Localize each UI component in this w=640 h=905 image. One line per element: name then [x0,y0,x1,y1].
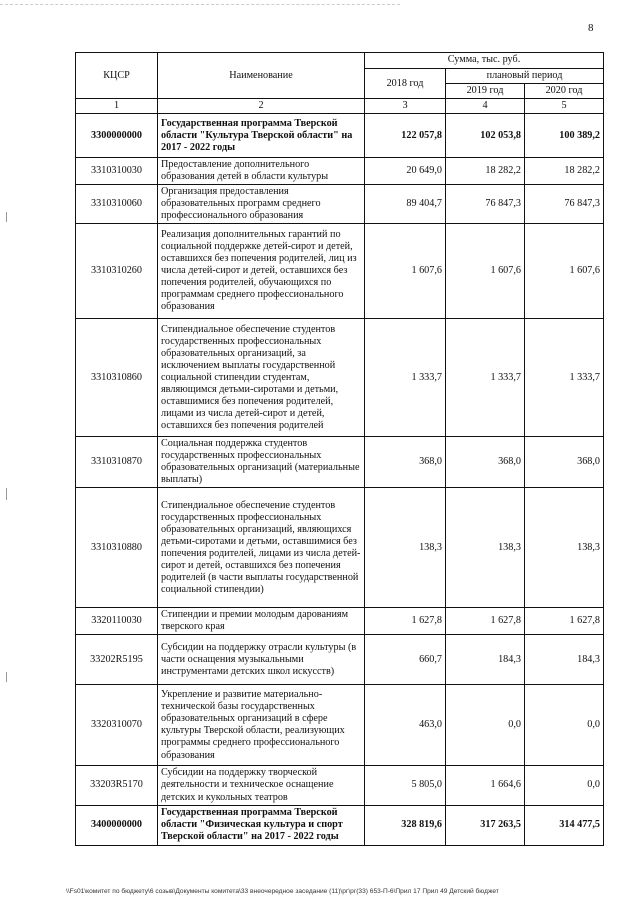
amount-2020-cell: 1 607,6 [525,224,604,319]
scan-margin-mark [6,672,7,682]
name-cell: Стипендиальное обеспечение студентов государственных профессиональных образовательных организаций, за исключением выплаты государственной социальной стипендии студентам, являющимся детьми-сиротами и детьми, оставшимися без попечения родителей, лицами из числа детей-сирот и детей, оставшихся без попечения родителей [158,319,365,437]
name-cell: Государственная программа Тверской области "Культура Тверской области" на 2017 - 2022 годы [158,114,365,158]
amount-2018-cell: 1 627,8 [365,608,446,635]
amount-2019-cell: 76 847,3 [446,185,525,224]
name-cell: Стипендиальное обеспечение студентов государственных профессиональных образовательных организаций, являющихся детьми-сиротами и детьми, оставшимися без попечения родителей, лицами из числа детей-сирот и детей, оставшихся без попечения родителей (в части выплаты государственной социальной стипендии) [158,488,365,608]
amount-2019-cell: 184,3 [446,635,525,685]
kcsr-code-cell: 3400000000 [76,805,158,845]
header-sum: Сумма, тыс. руб. [365,53,604,69]
name-cell: Реализация дополнительных гарантий по социальной поддержке детей-сирот и детей, оставшихся без попечения родителей, лиц из числа детей-сирот и детей, оставшихся без попечения родителей, обучающихся по программам среднего профессионального образования [158,224,365,319]
amount-2020-cell: 18 282,2 [525,158,604,185]
table-row [76,608,604,635]
amount-2019-cell: 1 333,7 [446,319,525,437]
amount-2020-cell: 100 389,2 [525,114,604,158]
amount-2019-cell: 138,3 [446,488,525,608]
header-name: Наименование [158,53,365,99]
amount-2019-cell: 18 282,2 [446,158,525,185]
amount-2019-cell: 1 664,6 [446,766,525,805]
amount-2020-cell: 314 477,5 [525,805,604,845]
amount-2018-cell: 122 057,8 [365,114,446,158]
kcsr-code-cell: 3300000000 [76,114,158,158]
kcsr-code-cell: 3310310870 [76,437,158,488]
header-kcsr: КЦСР [76,53,158,99]
amount-2020-cell: 76 847,3 [525,185,604,224]
amount-2020-cell: 1 333,7 [525,319,604,437]
kcsr-code-cell: 3310310030 [76,158,158,185]
header-year-2020: 2020 год [525,84,604,99]
header-year-2019: 2019 год [446,84,525,99]
kcsr-code-cell: 3320110030 [76,608,158,635]
amount-2019-cell: 102 053,8 [446,114,525,158]
amount-2019-cell: 368,0 [446,437,525,488]
kcsr-code-cell: 3310310260 [76,224,158,319]
kcsr-code-cell: 3310310060 [76,185,158,224]
table-row [76,766,604,805]
table-row [76,805,604,845]
name-cell: Субсидии на поддержку творческой деятельности и техническое оснащение детских и кукольных театров [158,766,365,805]
column-number: 1 [76,99,158,114]
table-row [76,158,604,185]
amount-2018-cell: 20 649,0 [365,158,446,185]
table-row [76,224,604,319]
name-cell: Укрепление и развитие материально-технической базы государственных образовательных организаций в сфере культуры Тверской области, реализующих программы среднего профессионального образования [158,685,365,766]
amount-2020-cell: 0,0 [525,685,604,766]
amount-2020-cell: 368,0 [525,437,604,488]
header-planned-period: плановый период [446,69,604,84]
kcsr-code-cell: 33202R5195 [76,635,158,685]
amount-2019-cell: 0,0 [446,685,525,766]
amount-2020-cell: 0,0 [525,766,604,805]
amount-2019-cell: 317 263,5 [446,805,525,845]
amount-2018-cell: 660,7 [365,635,446,685]
amount-2020-cell: 1 627,8 [525,608,604,635]
name-cell: Стипендии и премии молодым дарованиям тверского края [158,608,365,635]
name-cell: Предоставление дополнительного образования детей в области культуры [158,158,365,185]
column-number: 5 [525,99,604,114]
column-number: 4 [446,99,525,114]
scan-top-rule [0,4,400,5]
name-cell: Субсидии на поддержку отрасли культуры (в части оснащения музыкальными инструментами детских школ искусств) [158,635,365,685]
file-path-footer: \\Fs01\комитет по бюджету\6 созыв\Документы комитета\33 внеочередное заседание (11)\рг\рг(33) 653-П-6\Прил 17 Прил 49 Детский бюджет [66,888,499,895]
amount-2018-cell: 1 333,7 [365,319,446,437]
page-number: 8 [588,22,594,34]
amount-2019-cell: 1 627,8 [446,608,525,635]
amount-2018-cell: 328 819,6 [365,805,446,845]
amount-2019-cell: 1 607,6 [446,224,525,319]
amount-2018-cell: 463,0 [365,685,446,766]
table-row [76,488,604,608]
amount-2018-cell: 5 805,0 [365,766,446,805]
kcsr-code-cell: 33203R5170 [76,766,158,805]
kcsr-code-cell: 3320310070 [76,685,158,766]
name-cell: Организация предоставления образовательных программ среднего профессионального образования [158,185,365,224]
table-row [76,685,604,766]
name-cell: Государственная программа Тверской области "Физическая культура и спорт Тверской области" на 2017 - 2022 годы [158,805,365,845]
kcsr-code-cell: 3310310880 [76,488,158,608]
kcsr-code-cell: 3310310860 [76,319,158,437]
column-number: 2 [158,99,365,114]
table-row [76,185,604,224]
table-row [76,635,604,685]
name-cell: Социальная поддержка студентов государственных профессиональных образовательных организаций (материальные выплаты) [158,437,365,488]
table-row [76,437,604,488]
table-row [76,114,604,158]
amount-2020-cell: 184,3 [525,635,604,685]
column-number: 3 [365,99,446,114]
header-year-2018: 2018 год [365,69,446,99]
amount-2018-cell: 368,0 [365,437,446,488]
amount-2020-cell: 138,3 [525,488,604,608]
table-row [76,319,604,437]
budget-table [75,52,604,846]
amount-2018-cell: 138,3 [365,488,446,608]
amount-2018-cell: 89 404,7 [365,185,446,224]
scan-margin-mark [6,488,7,500]
scan-margin-mark [6,212,7,222]
amount-2018-cell: 1 607,6 [365,224,446,319]
